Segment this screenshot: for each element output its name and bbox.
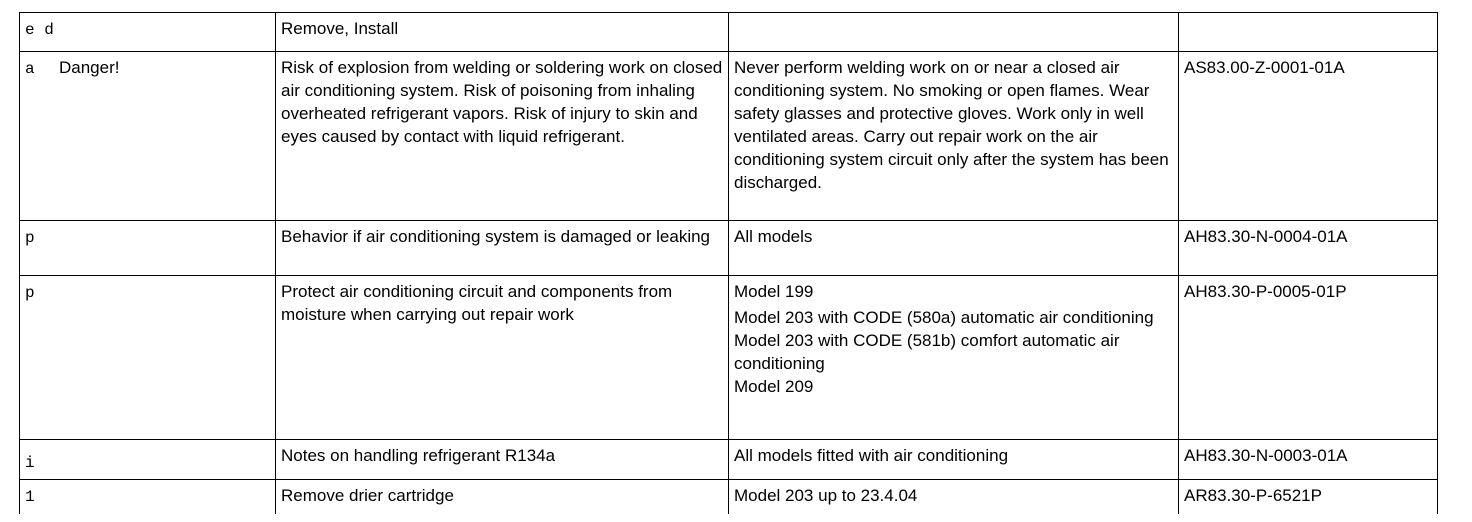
table-header-row <box>20 13 1438 52</box>
header-symbol-cell <box>20 13 276 52</box>
description-cell <box>276 440 729 480</box>
models-cell <box>729 221 1179 276</box>
models-cell <box>729 480 1179 514</box>
description-cell <box>276 221 729 276</box>
models-cell <box>729 276 1179 440</box>
description-cell <box>276 480 729 514</box>
symbol-cell <box>20 221 276 276</box>
reference-link[interactable]: AS83.00-Z-0001-01A <box>1184 58 1345 77</box>
danger-icon: a <box>25 60 35 78</box>
row-model: All models fitted with air conditioning <box>734 446 1009 465</box>
header-title: Remove, Install <box>281 19 399 38</box>
procedure-icon: p <box>25 229 35 247</box>
procedure-table <box>19 12 1438 514</box>
symbol-cell <box>20 440 276 480</box>
reference-cell <box>1179 480 1438 514</box>
reference-cell <box>1179 52 1438 221</box>
table-row <box>20 221 1438 276</box>
reference-link[interactable]: AH83.30-N-0003-01A <box>1184 446 1348 465</box>
reference-link[interactable]: AH83.30-P-0005-01P <box>1184 282 1347 301</box>
reference-link[interactable]: AR83.30-P-6521P <box>1184 486 1322 505</box>
row-model: Model 203 with CODE (581b) comfort automatic air conditioning <box>734 331 1120 373</box>
row-description: Remove drier cartridge <box>281 486 454 505</box>
table-row <box>20 276 1438 440</box>
reference-cell <box>1179 276 1438 440</box>
reference-cell <box>1179 221 1438 276</box>
row-description: Notes on handling refrigerant R134a <box>281 446 556 465</box>
header-symbol: e d <box>25 21 54 39</box>
reference-link[interactable]: AH83.30-N-0004-01A <box>1184 227 1348 246</box>
row-model: Model 199 <box>734 282 814 301</box>
table-row <box>20 52 1438 221</box>
info-icon: i <box>25 454 35 472</box>
header-title-cell <box>276 13 729 52</box>
row-description: Protect air conditioning circuit and components from moisture when carrying out repair work <box>281 282 673 324</box>
row-model: Model 209 <box>734 377 814 396</box>
header-empty-cell <box>729 13 1179 52</box>
models-cell <box>729 52 1179 221</box>
symbol-cell <box>20 52 276 221</box>
row-label: Danger! <box>59 58 120 77</box>
symbol-cell <box>20 480 276 514</box>
table-row <box>20 480 1438 514</box>
row-description: Behavior if air conditioning system is damaged or leaking <box>281 227 711 246</box>
row-model: Model 203 with CODE (580a) automatic air conditioning <box>734 308 1154 327</box>
symbol-cell <box>20 276 276 440</box>
row-model: Model 203 up to 23.4.04 <box>734 486 918 505</box>
description-cell <box>276 52 729 221</box>
procedure-icon: p <box>25 284 35 302</box>
reference-cell <box>1179 440 1438 480</box>
row-description: Risk of explosion from welding or soldering work on closed air conditioning system. Risk of poisoning from inhaling overheated refrigerant vapors. Risk of injury to skin and eyes caused by contact with liquid refrigerant. <box>281 58 723 146</box>
row-model: Never perform welding work on or near a closed air conditioning system. No smoking or open flames. Wear safety glasses and protective gloves. Work only in well ventilated areas. Carry out repair work on the air conditioning system circuit only after the system has been discharged. <box>734 58 1169 192</box>
header-empty-cell <box>1179 13 1438 52</box>
table-row <box>20 440 1438 480</box>
row-model: All models <box>734 227 813 246</box>
step-number: 1 <box>25 488 35 506</box>
models-cell <box>729 440 1179 480</box>
description-cell <box>276 276 729 440</box>
